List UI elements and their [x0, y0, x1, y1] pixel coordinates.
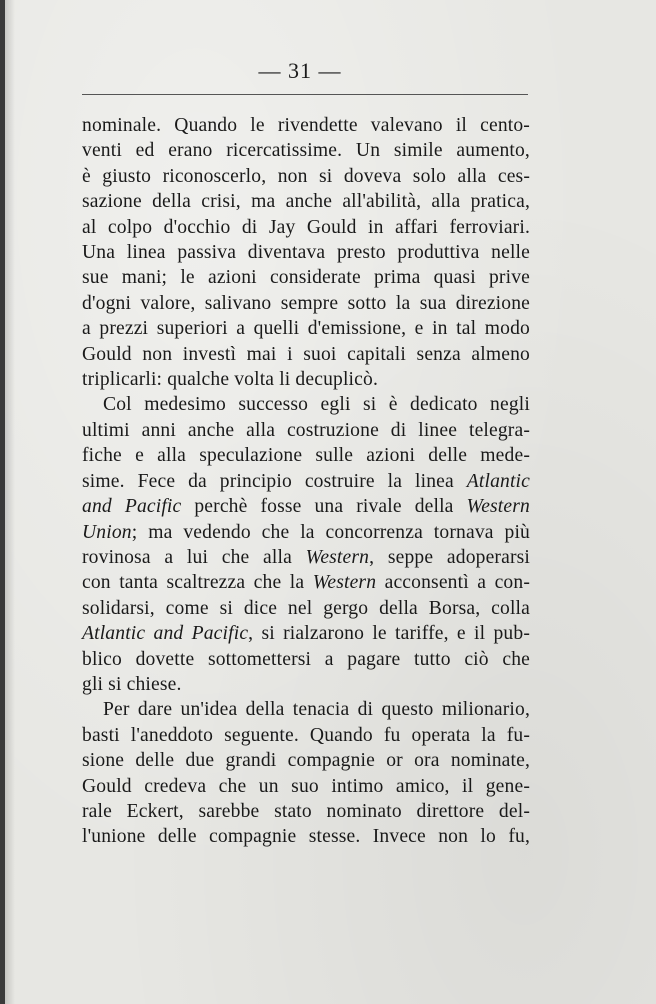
- text-line: al colpo d'occhio di Jay Gould in affari ferroviari.: [82, 216, 530, 238]
- page-number: — 31 —: [258, 58, 342, 83]
- text-line: Union; ma vedendo che la concorrenza tornava più: [82, 521, 530, 543]
- body-text: [82, 113, 530, 850]
- italic-atlantic: Atlantic: [466, 470, 530, 492]
- italic-western: Western: [312, 572, 377, 594]
- italic-atlantic-and-pacific: Atlantic and Pacific: [82, 623, 249, 645]
- text-line: Gould non investì mai i suoi capitali senza almeno: [82, 343, 530, 365]
- paragraph-end-line: triplicarli: qualche volta li decuplicò.: [82, 369, 378, 391]
- text-line: fiche e alla speculazione sulle azioni delle mede-: [82, 445, 530, 467]
- italic-union: Union: [82, 521, 132, 543]
- italic-and-pacific: and Pacific: [82, 496, 182, 518]
- paragraph-start-line: Per dare un'idea della tenacia di questo milionario,: [103, 699, 530, 721]
- text-line: a prezzi superiori a quelli d'emissione, e in tal modo: [82, 318, 530, 340]
- text-line: sime. Fece da principio costruire la linea Atlantic: [82, 470, 530, 492]
- paragraph-end-line: gli si chiese.: [82, 673, 182, 695]
- paragraph-start-line: Col medesimo successo egli si è dedicato negli: [103, 394, 530, 416]
- text-line: l'unione delle compagnie stesse. Invece non lo fu,: [82, 826, 530, 848]
- text-line: rale Eckert, sarebbe stato nominato direttore del-: [82, 800, 530, 822]
- text-line: solidarsi, come si dice nel gergo della Borsa, colla: [82, 597, 530, 619]
- text-line: Gould credeva che un suo intimo amico, il gene-: [82, 775, 530, 797]
- text-line: and Pacific perchè fosse una rivale della Western: [82, 496, 530, 518]
- italic-western: Western: [466, 496, 530, 518]
- text-line: sione delle due grandi compagnie or ora nominate,: [82, 750, 530, 772]
- text-line: ultimi anni anche alla costruzione di linee telegra-: [82, 419, 530, 441]
- text-line: con tanta scaltrezza che la Western acconsentì a con-: [82, 572, 530, 594]
- italic-western: Western: [305, 546, 370, 568]
- text-line: blico dovette sottomettersi a pagare tutto ciò che: [82, 648, 530, 670]
- text-line: rovinosa a lui che alla Western, seppe adoperarsi: [82, 546, 530, 568]
- text-line: Atlantic and Pacific, si rialzarono le tariffe, e il pub-: [82, 623, 531, 645]
- text-line: sue mani; le azioni considerate prima quasi prive: [82, 267, 530, 289]
- text-line: d'ogni valore, salivano sempre sotto la sua direzione: [82, 292, 530, 314]
- text-line: sazione della crisi, ma anche all'abilità, alla pratica,: [82, 191, 530, 213]
- text-line: Una linea passiva diventava presto produttiva nelle: [82, 242, 530, 264]
- header-rule: [82, 94, 528, 95]
- text-line: venti ed erano ricercatissime. Un simile aumento,: [82, 140, 530, 162]
- page-spine-shadow: [5, 0, 15, 1004]
- text-line: è giusto riconoscerlo, non si doveva solo alla ces-: [82, 165, 530, 187]
- text-line: nominale. Quando le rivendette valevano il cento-: [82, 115, 530, 136]
- text-line: basti l'aneddoto seguente. Quando fu operata la fu-: [82, 724, 530, 746]
